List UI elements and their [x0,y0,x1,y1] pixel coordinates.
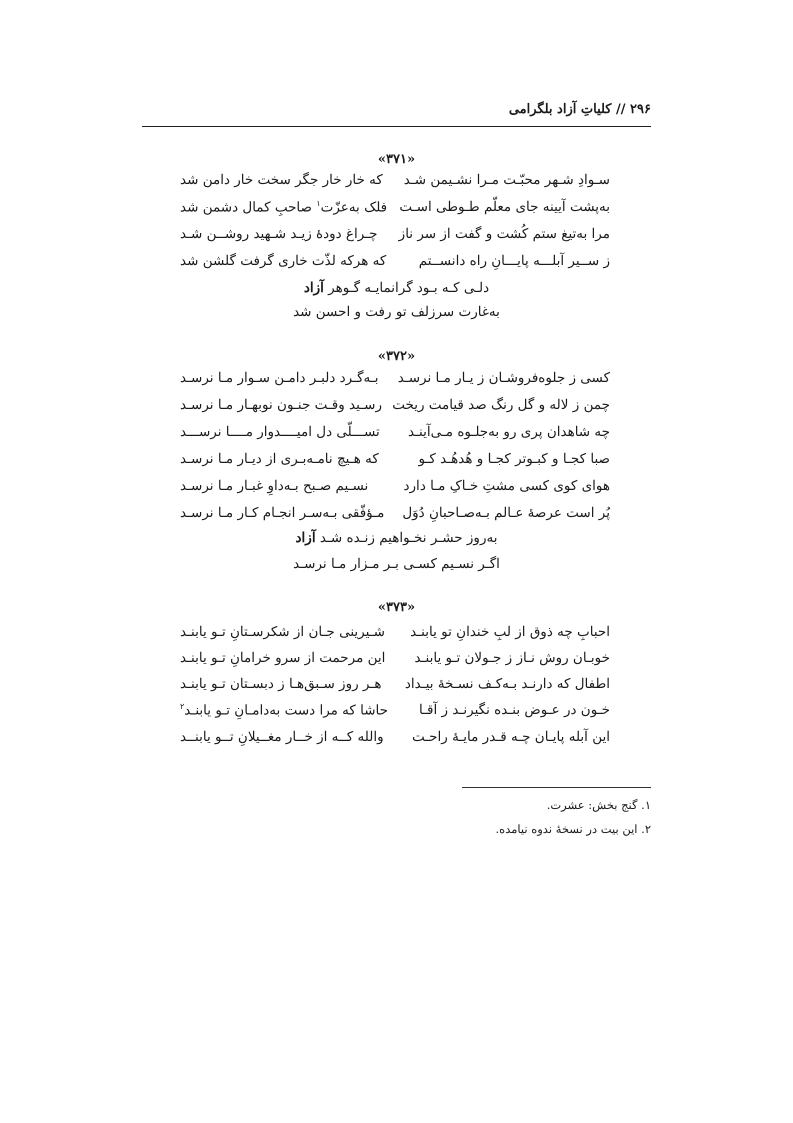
second-hemistich: چـراغ دودۀ زیـد شـهید روشــن شـد [180,226,378,242]
second-hemistich: مـؤفّقی بـه‌سـر انجـام کـار مـا نرسـد [180,505,385,521]
first-hemistich: اطفال که دارنـد بـه‌کـف نسـخۀ بیـداد [404,676,610,692]
first-hemistich: هوای کوی کسی مشتِ خـاکِ مـا دارد [403,478,610,494]
closing-verse [0,280,793,296]
header-text: ۲۹۶ // کلیاتِ آزاد بلگرامی [508,102,651,117]
second-hemistich: این مرحمت از سرو خرامانِ تـو یابنـد [180,650,386,666]
verse-line [180,253,610,279]
second-hemistich [180,199,387,216]
verse-line [180,451,610,477]
second-hemistich: شـیرینی جـان از شکرسـتانِ تـو یابنـد [180,624,385,640]
verse-line [180,172,610,198]
closing-verse [0,556,793,572]
first-hemistich: کسی ز جلوه‌فروشـان ز یـار مـا نرسـد [397,370,610,386]
footnote-divider [462,787,651,788]
hemistich-text: فلک به‌عزّت [320,199,388,216]
closing-verse [0,304,793,320]
first-hemistich: ز ســیر آبلـــه پایـــانِ راه دانســتم [418,253,610,269]
first-hemistich: سـوادِ شـهر محبّـت مـرا نشـیمن شـد [403,172,610,188]
second-hemistich: والله کــه از خــار مغــیلانِ تــو یابنــد [180,729,384,745]
closing-text: به‌روز حشـر نخـواهیم زنـده شـد [315,530,498,546]
verse-line [180,199,610,225]
footnote: ۱. گنج بخش: عشرت. [546,798,651,812]
first-hemistich: پُر است عرصۀ عـالم بـه‌صـاحبانِ دُوَل [402,505,610,521]
verse-line [180,650,610,676]
footnote-marker: ۱ [316,199,321,208]
first-hemistich: صبا کجـا و کبـوتر کجـا و هُدهُـد کـو [418,451,610,467]
closing-text: دلـی کـه بـود گرانمایـه گـوهر [323,280,490,296]
second-hemistich: که هرکه لذّت خاری گرفت گلشن شد [180,253,387,269]
first-hemistich: چه شاهدان پری رو به‌جلـوه مـی‌آینـد [407,424,610,440]
second-hemistich [180,702,388,719]
poem-number: «۳۷۳» [377,600,416,615]
second-hemistich: که خار خار جگر سخت خار دامن شد [180,172,383,188]
hemistich-text: حاشا که مرا دست به‌دامـانِ تـو یابنـد [184,702,389,719]
poem-number: «۳۷۲» [377,349,416,364]
pen-name: آزاد [295,530,316,546]
poem-number: «۳۷۱» [377,152,416,167]
first-hemistich: احبابِ چه ذوق از لبِ خندانِ تو یابنـد [410,624,610,640]
second-hemistich: که هـیچ نامـه‌بـری از دیـار مـا نرسـد [180,451,379,467]
verse-line [180,370,610,396]
second-hemistich: هـر روز سـبق‌هـا ز دبسـتان تـو یابنـد [180,676,382,692]
verse-line [180,397,610,423]
verse-line [180,478,610,504]
first-hemistich: خـون در عـوض بنـده نگیرنـد ز آقـا [418,702,610,718]
second-hemistich: بـه‌گـرد دلبـر دامـن سـوار مـا نرسـد [180,370,379,386]
second-hemistich: نسـیم صـبح بـه‌داوِ غبـار مـا نرسـد [180,478,369,494]
verse-line [180,729,610,755]
closing-verse [0,530,793,546]
verse-line [180,624,610,650]
footnote: ۲. این بیت در نسخۀ ندوه نیامده. [495,822,651,836]
closing-text: به‌غارت سرزلف تو رفت و احسن شد [293,304,500,320]
first-hemistich: چمن ز لاله و گل رنگ صد قیامت ریخت [392,397,610,413]
verse-line [180,702,610,728]
verse-line [180,676,610,702]
closing-text: اگـر نسـیم کسـی بـر مـزار مـا نرسـد [293,556,500,572]
first-hemistich: مرا به‌تیغ ستم کُشت و گفت از سر ناز [398,226,610,242]
running-header [142,96,651,127]
verse-line [180,505,610,531]
verse-line [180,226,610,252]
second-hemistich: تســـلّی دل امیــــدوار مــــا نرســـد [180,424,380,440]
second-hemistich: رسـید وقـت جنـون نوبهـار مـا نرسـد [180,397,383,413]
first-hemistich: خوبـان روش نـاز ز جـولان تـو یابنـد [414,650,610,666]
verse-line [180,424,610,450]
first-hemistich: به‌پشت آیینه جای معلّم طـوطی اسـت [399,199,610,215]
pen-name: آزاد [303,280,324,296]
footnote-marker: ۲ [180,702,185,711]
hemistich-text-tail: صاحبِ کمال دشمن شد [180,199,317,216]
first-hemistich: این آبله پایـان چـه قـدر مایـۀ راحـت [411,729,610,745]
